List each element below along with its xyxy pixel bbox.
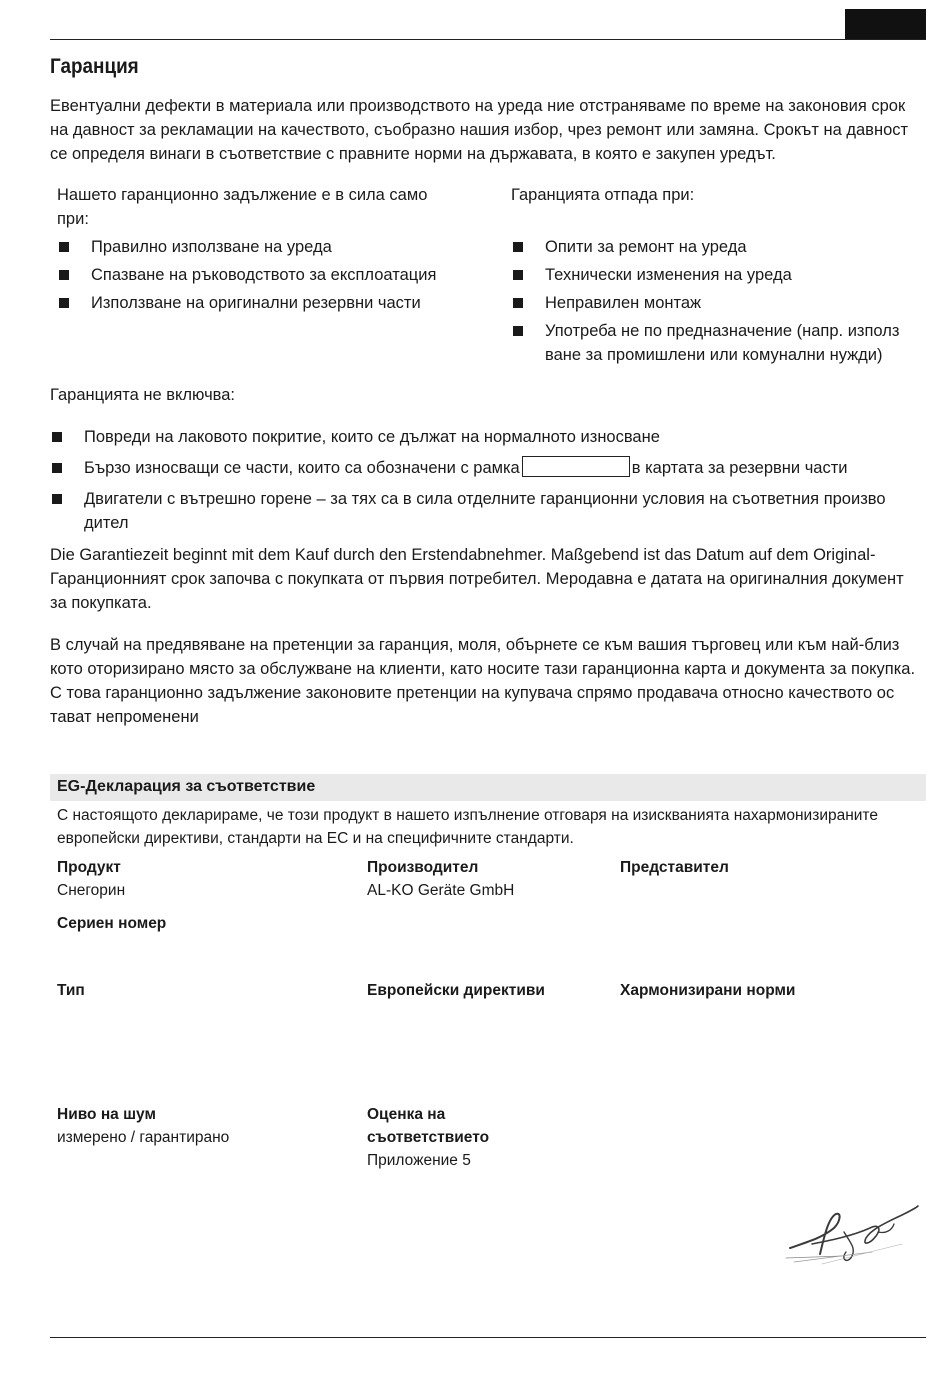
conformity-value: Приложение 5 [367,1152,471,1169]
bullet-square-icon [59,270,69,280]
warranty-period-paragraph [50,543,926,615]
bottom-divider [50,1337,926,1338]
claims-paragraph [50,633,926,729]
norms-label: Хармонизирани норми [620,982,796,999]
list-item: Използване на оригинални резервни части [57,291,467,315]
product-value: Снегорин [57,882,126,899]
product-field [57,856,125,902]
not-included-section [50,383,926,539]
list-item: Бързо износващи се части, които са обозначени с рамка в картата за резервни части [50,456,926,480]
bullet-square-icon [52,463,62,473]
serial-field [57,912,166,935]
product-label: Продукт [57,859,121,876]
list-item: Правилно използване на уреда [57,235,467,259]
list-item: Спазване на ръководството за експлоатация [57,263,467,287]
directives-field [367,979,545,1002]
bullet-square-icon [52,494,62,504]
noise-label: Ниво на шум [57,1106,156,1123]
noise-field [57,1103,229,1149]
list-item: Неправилен монтаж [511,291,921,315]
claims-line: кото оторизирано място за обслужване на клиенти, като носите тази гаранционна карта и документа за покупка. [50,660,916,678]
list-item: Повреди на лаковото покритие, които се дължат на нормалното износване [50,425,926,449]
manufacturer-value: AL-KO Geräte GmbH [367,882,515,899]
type-label: Тип [57,982,85,999]
manufacturer-label: Производител [367,859,479,876]
valid-only-heading: Нашето гаранционно задължение е в сила само при: [57,186,428,228]
wear-part-frame-symbol [522,456,630,477]
serial-label: Сериен номер [57,915,167,932]
intro-line: Евентуални дефекти в материала или производството на уреда ние отстраняваме по време на законовия срок [50,97,906,115]
bullet-square-icon [513,242,523,252]
bullet-square-icon [513,270,523,280]
void-when-column [511,183,921,371]
conformity-label: Оценка на [367,1106,446,1123]
bullet-square-icon [59,242,69,252]
top-divider [50,39,926,40]
claims-line: С това гаранционно задължение законовите претенции на купувача спрямо продавача относно качеството ос [50,684,895,702]
representative-label: Представител [620,859,729,876]
conformity-label: съответствието [367,1129,490,1146]
declaration-text: С настоящото декларираме, че този продукт в нашето изпълнение отговаря на изискванията нахармонизираните европейски директиви, стандарти на ЕС и на специфичните стандарти. [57,807,878,847]
list-item: Опити за ремонт на уреда [511,235,921,259]
conformity-field [367,1103,489,1172]
not-included-heading: Гаранцията не включва: [50,386,236,404]
bullet-square-icon [513,298,523,308]
intro-line: се определя винаги в съответствие с правните норми на държавата, в която е закупен уредът. [50,145,776,163]
period-line: Die Garantiezeit beginnt mit dem Kauf durch den Erstendabnehmer. Maßgebend ist das Datum auf dem Original- [50,546,876,564]
valid-only-column [57,183,467,319]
directives-label: Европейски директиви [367,982,545,999]
period-line: за покупката. [50,594,152,612]
list-item: Двигатели с вътрешно горене – за тях са в сила отделните гаранционни условия на съответния произво дител [50,487,914,535]
page-tab-marker [845,9,926,40]
claims-line: тават непроменени [50,708,199,726]
page-title: Гаранция [50,55,139,78]
period-line: Гаранционният срок започва с покупката от първия потребител. Меродавна е датата на оригиналния документ [50,570,904,588]
manufacturer-field [367,856,514,902]
list-item: Технически изменения на уреда [511,263,921,287]
representative-field [620,856,729,879]
signature-icon [782,1198,922,1270]
list-item: Употреба не по предназначение (напр. използ ване за промишлени или комунални нужди) [511,319,915,367]
bullet-square-icon [59,298,69,308]
norms-field [620,979,795,1002]
declaration-title: EG-Декларация за съответствие [57,778,316,795]
bullet-square-icon [52,432,62,442]
noise-value: измерено / гарантирано [57,1129,230,1146]
claims-line: В случай на предявяване на претенции за гаранция, моля, обърнете се към вашия търговец или към най-близ [50,636,900,654]
intro-paragraph [50,94,926,166]
void-when-heading: Гаранцията отпада при: [511,186,695,204]
bullet-square-icon [513,326,523,336]
type-field [57,979,85,1002]
intro-line: на давност за рекламации на качеството, съобразно нашия избор, чрез ремонт или замяна. Срокът на давност [50,121,909,139]
